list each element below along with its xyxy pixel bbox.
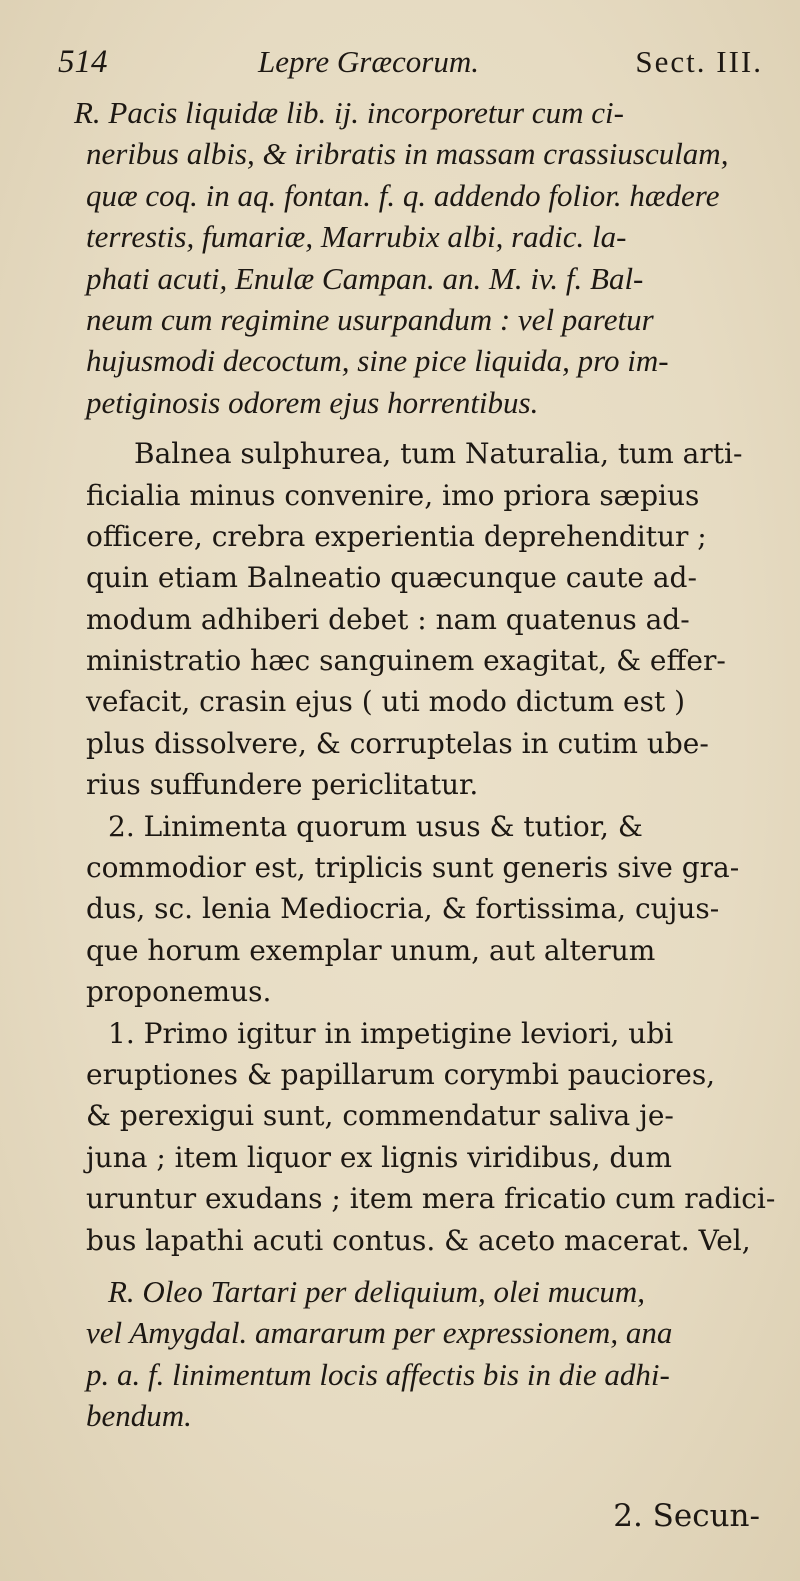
text-line: que horum exemplar unum, aut alterum	[86, 933, 656, 967]
paragraph-recipe-1	[74, 92, 766, 423]
text-line: bus lapathi acuti contus. & aceto macerat. Vel,	[86, 1223, 751, 1257]
text-line: vefacit, crasin ejus ( uti modo dictum est )	[86, 685, 686, 719]
page-number: 514	[58, 44, 108, 80]
text-line: vel Amygdal. amararum per expressionem, ana	[86, 1315, 673, 1351]
paragraph-recipe-2	[86, 1271, 766, 1437]
text-line: proponemus.	[86, 975, 272, 1009]
section-label: Sect. III.	[635, 44, 763, 79]
text-line: & perexigui sunt, commendatur saliva je-	[86, 1099, 674, 1133]
text-line: juna ; item liquor ex lignis viridibus, dum	[86, 1140, 672, 1174]
text-line: quæ coq. in aq. fontan. f. q. addendo folior. hædere	[86, 177, 720, 213]
paragraph-linimenta	[86, 806, 766, 1013]
text-line: phati acuti, Enulæ Campan. an. M. iv. f. Bal-	[86, 260, 644, 296]
text-line: p. a. f. linimentum locis affectis bis in die adhi-	[86, 1356, 670, 1392]
text-line: R. Oleo Tartari per deliquium, olei mucum,	[108, 1273, 646, 1309]
text-line: bendum.	[86, 1398, 192, 1434]
page-header	[58, 40, 763, 90]
text-line: terrestis, fumariæ, Marrubix albi, radic. la-	[86, 219, 627, 255]
text-line: petiginosis odorem ejus horrentibus.	[86, 384, 539, 420]
text-line: rius suffundere periclitatur.	[86, 768, 479, 802]
catchword: 2. Secun-	[613, 1498, 760, 1534]
text-line: modum adhiberi debet : nam quatenus ad-	[86, 602, 690, 636]
text-line: Balnea sulphurea, tum Naturalia, tum arti-	[134, 437, 743, 471]
text-line: 1. Primo igitur in impetigine leviori, ubi	[108, 1016, 674, 1050]
text-line: 2. Linimenta quorum usus & tutior, &	[108, 809, 643, 843]
text-line: ficialia minus convenire, imo priora sæpius	[86, 478, 700, 512]
text-line: uruntur exudans ; item mera fricatio cum radici-	[86, 1182, 776, 1216]
text-line: officere, crebra experientia deprehenditur ;	[86, 519, 707, 553]
text-line: R. Pacis liquidæ lib. ij. incorporetur cum ci-	[74, 95, 624, 130]
text-line: neribus albis, & iribratis in massam crassiusculam,	[86, 136, 729, 172]
text-line: hujusmodi decoctum, sine pice liquida, pro im-	[86, 343, 669, 379]
paragraph-primo	[86, 1013, 776, 1261]
text-line: commodior est, triplicis sunt generis sive gra-	[86, 851, 740, 885]
running-title: Lepre Græcorum.	[258, 44, 480, 79]
text-line: dus, sc. lenia Mediocria, & fortissima, cujus-	[86, 892, 720, 926]
text-line: ministratio hæc sanguinem exagitat, & effer-	[86, 644, 726, 678]
body-text	[74, 92, 776, 1437]
paragraph-balnea	[86, 433, 766, 806]
text-line: eruptiones & papillarum corymbi pauciores,	[86, 1057, 716, 1091]
text-line: plus dissolvere, & corruptelas in cutim ube-	[86, 726, 709, 760]
text-line: quin etiam Balneatio quæcunque caute ad-	[86, 561, 697, 595]
text-line: neum cum regimine usurpandum : vel paretur	[86, 301, 654, 337]
